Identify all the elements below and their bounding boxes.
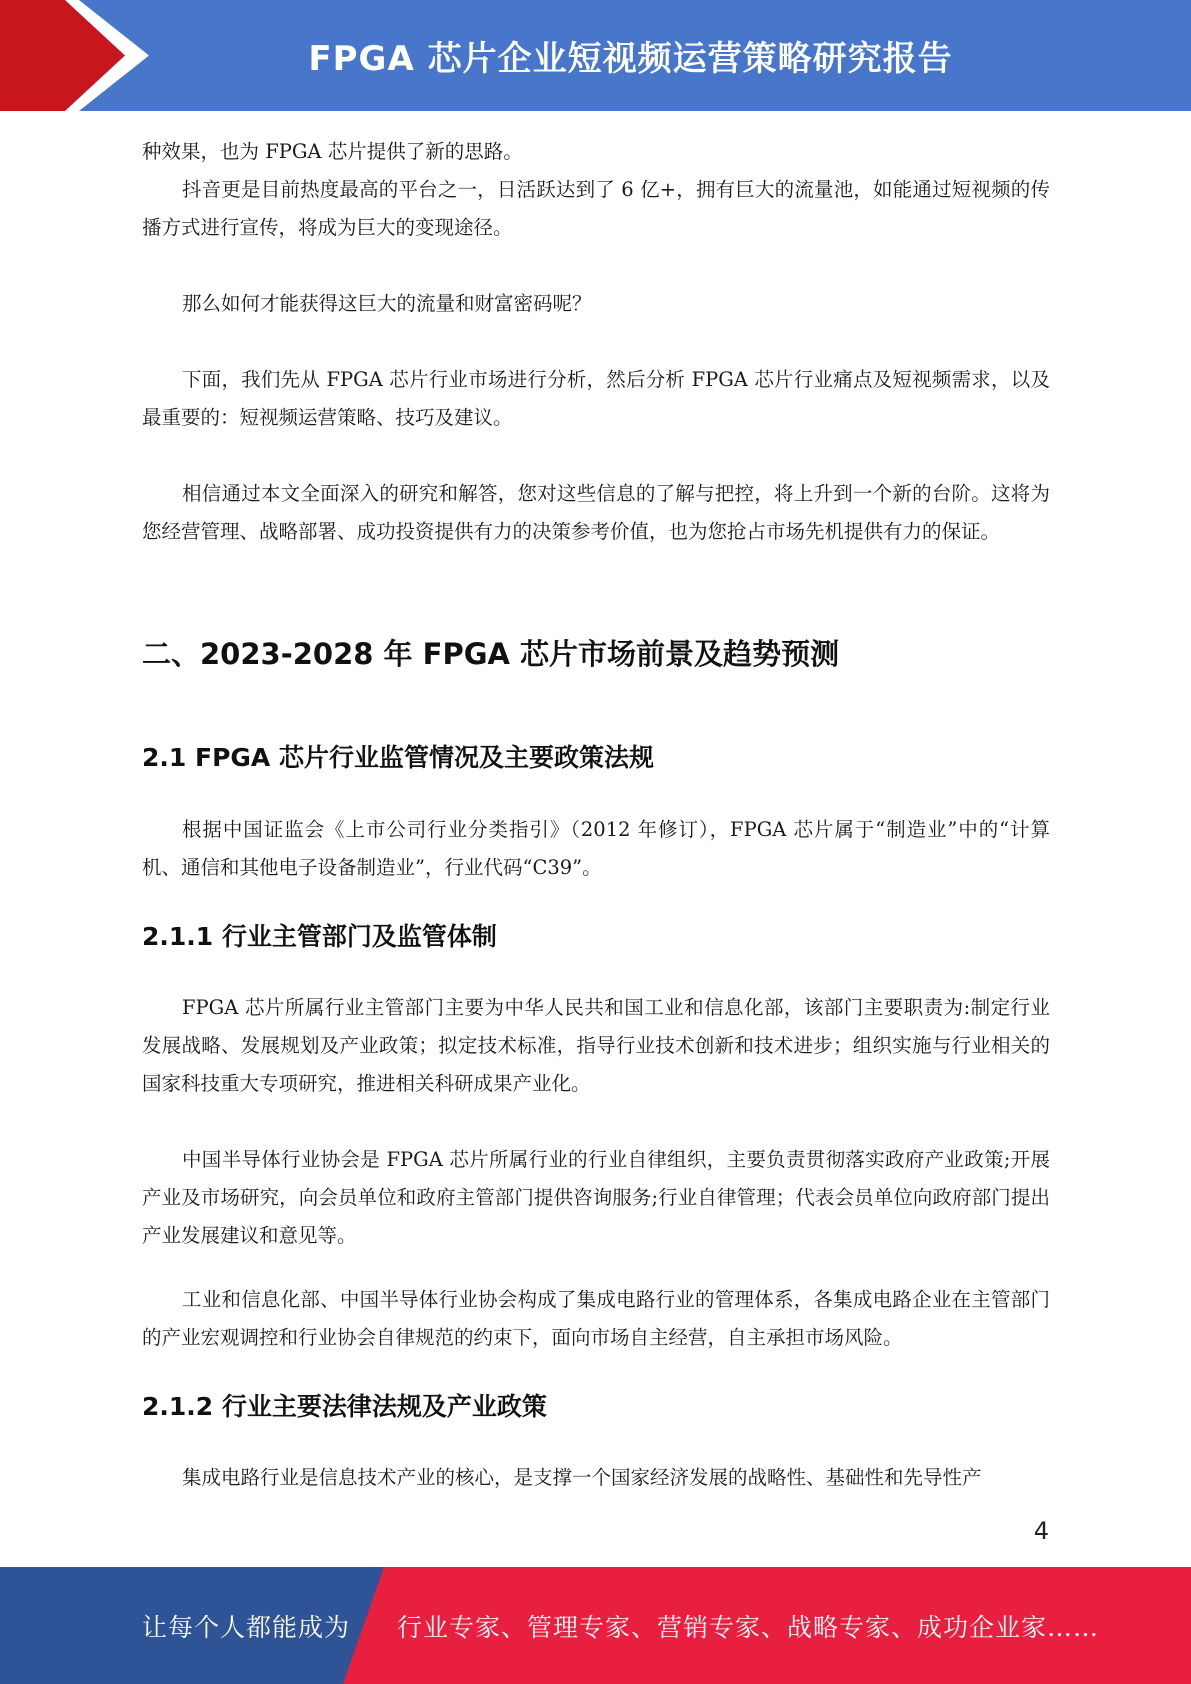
paragraph-association: 中国半导体行业协会是 FPGA 芯片所属行业的行业自律组织，主要负责贯彻落实政府产业政策;开展产业及市场研究，向会员单位和政府主管部门提供咨询服务;行业自律管理；代表会员单位向政府部门提出产业发展建议和意见等。 (142, 1148, 1050, 1247)
paragraph-management-system: 工业和信息化部、中国半导体行业协会构成了集成电路行业的管理体系，各集成电路企业在主管部门的产业宏观调控和行业协会自律规范的约束下，面向市场自主经营，自主承担市场风险。 (142, 1288, 1050, 1349)
paragraph-value: 相信通过本文全面深入的研究和解答，您对这些信息的了解与把控，将上升到一个新的台阶。这将为您经营管理、战略部署、成功投资提供有力的决策参考价值，也为您抢占市场先机提供有力的保证。 (142, 482, 1050, 543)
subsection-heading-2-1-1: 2.1.1 行业主管部门及监管体制 (142, 922, 497, 951)
header-title: FPGA 芯片企业短视频运营策略研究报告 (308, 39, 953, 79)
paragraph-douyin: 抖音更是目前热度最高的平台之一，日活跃达到了 6 亿+，拥有巨大的流量池，如能通过短视频的传播方式进行宣传，将成为巨大的变现途径。 (142, 178, 1050, 239)
paragraph-ic-industry: 集成电路行业是信息技术产业的核心，是支撑一个国家经济发展的战略性、基础性和先导性产 (182, 1466, 982, 1489)
section-heading: 二、2023-2028 年 FPGA 芯片市场前景及趋势预测 (142, 637, 840, 671)
paragraph-classification: 根据中国证监会《上市公司行业分类指引》（2012 年修订），FPGA 芯片属于“制造业”中的“计算机、通信和其他电子设备制造业”，行业代码“C39”。 (142, 818, 1050, 879)
subsection-heading-2-1: 2.1 FPGA 芯片行业监管情况及主要政策法规 (142, 743, 654, 772)
page-footer (0, 1567, 1191, 1684)
paragraph-continuation: 种效果，也为 FPGA 芯片提供了新的思路。 (142, 140, 523, 163)
footer-slogan-right: 行业专家、管理专家、营销专家、战略专家、成功企业家…… (397, 1612, 1100, 1642)
paragraph-question: 那么如何才能获得这巨大的流量和财富密码呢？ (182, 292, 592, 315)
subsection-heading-2-1-2: 2.1.2 行业主要法律法规及产业政策 (142, 1392, 547, 1421)
paragraph-regulator: FPGA 芯片所属行业主管部门主要为中华人民共和国工业和信息化部，该部门主要职责为:制定行业发展战略、发展规划及产业政策；拟定技术标准，指导行业技术创新和技术进步；组织实施与行业相关的国家科技重大专项研究，推进相关科研成果产业化。 (142, 996, 1050, 1095)
paragraph-overview: 下面，我们先从 FPGA 芯片行业市场进行分析，然后分析 FPGA 芯片行业痛点及短视频需求，以及最重要的：短视频运营策略、技巧及建议。 (142, 368, 1050, 429)
page-number: 4 (1033, 1517, 1049, 1545)
footer-slogan-left: 让每个人都能成为 (142, 1612, 351, 1642)
